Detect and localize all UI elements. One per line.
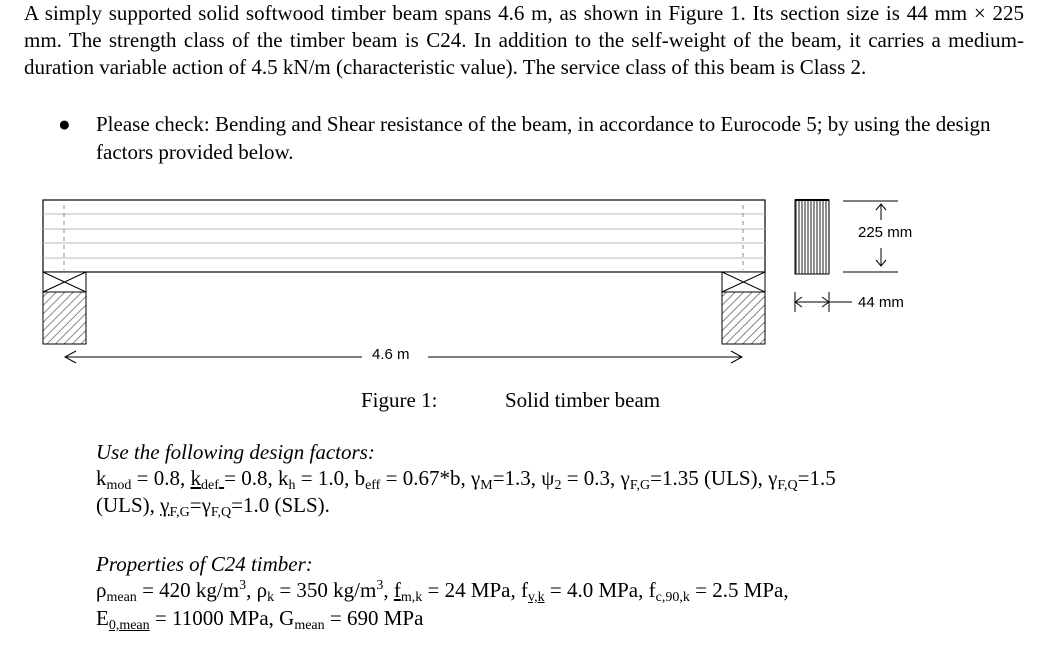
design-factors-line-2: (ULS), $\gamma_{F,G}=\gamma_{F,Q}=1.0$ (SLS). [96,493,330,520]
bullet-icon: ● [58,112,71,136]
problem-paragraph: A simply supported solid softwood timber beam spans 4.6 m, as shown in Figure 1. Its section size is 44 mm × 225 mm. The strength class of the timber beam is C24. In addition to the self-weight of the beam, it carries a medium-duration variable action of 4.5 kN/m (characteristic value). The service class of this beam is Class 2. [24,1,1024,79]
properties-line-1: $\rho_{mean} = 420$ $kg/m^3$, $\rho_k = 350$ $kg/m^3$, $f_{m,k} = 24$ MPa, $f_{v,k} = 4.0$ MPa, $f_{c,90,k} = 2.5$ MPa, [96,578,789,605]
left-support [43,272,86,344]
figure-caption-title: Solid timber beam [505,388,661,412]
bullet-text: Please check: Bending and Shear resistance of the beam, in accordance to Eurocode 5; by using the design factors provided below. [96,112,991,164]
right-support [722,272,765,344]
beam-elevation [43,200,765,272]
figure-caption-number: Figure 1: [361,388,438,412]
depth-label: 225 mm [858,224,913,241]
cross-section [795,200,829,274]
properties-line-2: $E_{0,mean} = 11000$ MPa, $G_{mean} = 690$ MPa [96,606,424,633]
properties-heading: Properties of C24 timber: [96,552,313,576]
design-factors-heading: Use the following design factors: [96,440,375,464]
span-label: 4.6 m [372,346,410,363]
width-dimension [795,292,852,312]
width-label: 44 mm [858,294,904,311]
design-factors-line-1: $k_{mod} = 0.8$, $k_{def} = 0.8$, $k_h = 1.0$, $b_{eff} = 0.67*b$, $\gamma_M=1.3$, $\psi_2 = 0.3$, $\gamma_{F,G}=1.35$ (ULS), $\gamma_{F,Q}=1.5$ [96,466,836,493]
